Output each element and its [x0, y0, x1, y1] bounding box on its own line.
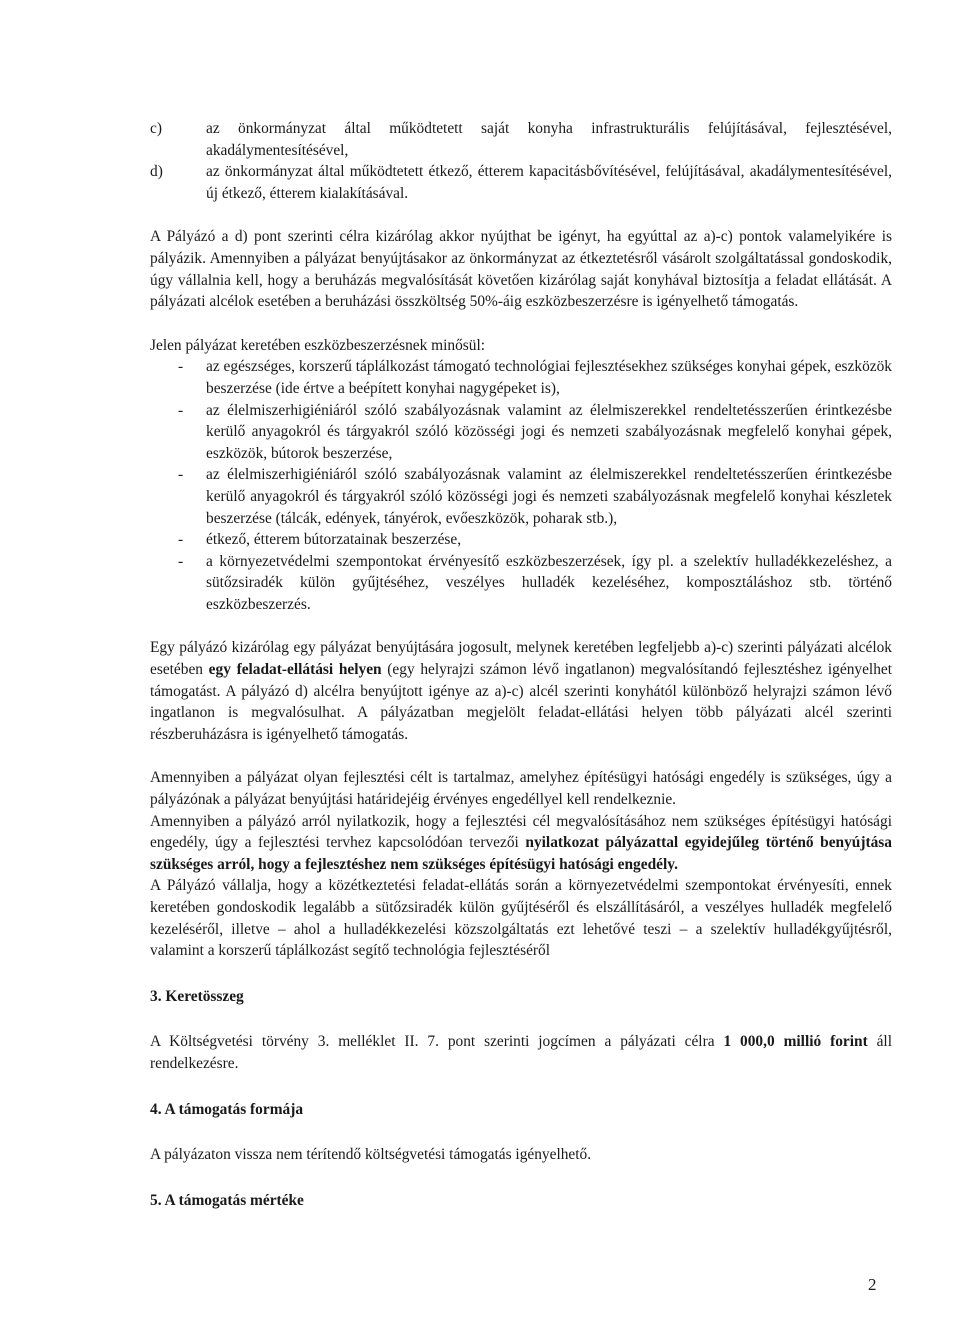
list-text: az élelmiszerhigiéniáról szóló szabályozásnak valamint az élelmiszerekkel rendeltetésszerűen érintkezésbe kerülő anyagokról és tárgyakról szóló közösségi jogi és nemzeti szabályozásnak megfelelő konyhai gépek, eszközök, bútorok beszerzése,: [206, 401, 892, 462]
equipment-intro: Jelen pályázat keretében eszközbeszerzésnek minősül:: [150, 336, 486, 354]
paragraph-d-condition: A Pályázó a d) pont szerinti célra kizárólag akkor nyújthat be igényt, ha egyúttal az a)-c) pontok valamelyikére is pályázik. Amennyiben a pályázat benyújtásakor az önkormányzat az étkeztetésről vásárolt szolgáltatással gondoskodik, úgy vállalnia kell, hogy a beruházás megvalósítását követően kizárólag saját konyhával biztosítja a feladat ellátását. A pályázati alcélok esetében a beruházási összköltség 50%-áig eszközbeszerzésre is igényelhető támogatás.: [150, 228, 892, 311]
paragraph-permit-1: Amennyiben a pályázat olyan fejlesztési célt is tartalmaz, amelyhez építésügyi hatósági engedély is szükséges, úgy a pályázónak a pályázat benyújtási határidejéig érvényes engedéllyel kell rendelkeznie.: [150, 769, 892, 809]
paragraph-environment: A Pályázó vállalja, hogy a közétkeztetési feladat-ellátás során a környezetvédelmi szempontokat érvényesíti, ennek keretében gondoskodik legalább a sütőzsiradék külön gyűjtéséről és elszállításáról, a veszélyes hulladék megfelelő kezeléséről, illetve – ahol a hulladékkezelési közszolgáltatás ezt lehetővé teszi – a szelektív hulladékgyűjtésről, valamint a korszerű táplálkozást segítő technológia fejlesztéséről: [150, 877, 892, 960]
section-heading-3: 3. Keretösszeg: [150, 987, 244, 1005]
dash-bullet: -: [178, 358, 184, 376]
text-run: (egy helyrajzi számon lévő ingatlanon) megvalósítandó fejlesztéshez igényelhet támogatást. A pályázó d) alcélra benyújtott igénye az a)-c) alcél szerinti konyhától különböző helyrajzi számon lévő ingatlanon is megvalósulhat. A pályázatban megjelölt feladat-ellátási helyen több pályázati alcél szerinti részberuházásra is igényelhető támogatás.: [150, 661, 892, 743]
section-heading-5: 5. A támogatás mértéke: [150, 1191, 304, 1209]
paragraph-single-site: [150, 637, 892, 745]
dash-bullet: -: [178, 401, 184, 419]
equipment-item: [150, 464, 892, 529]
list-text: az önkormányzat által működtetett étkező, étterem kapacitásbővítésével, felújításával, akadálymentesítésével, új étkező, étterem kialakításával.: [206, 163, 892, 202]
list-text: az önkormányzat által működtetett saját konyha infrastrukturális felújításával, fejlesztésével, akadálymentesítésével,: [206, 120, 892, 159]
list-item-d: [150, 161, 892, 204]
section-4-text: A pályázaton vissza nem térítendő költségvetési támogatás igényelhető.: [150, 1146, 592, 1164]
section-3-text: [150, 1031, 892, 1074]
equipment-item: [150, 529, 892, 551]
bold-run: nyilatkozat pályázattal egyidejűleg történő benyújtása szükséges arról, hogy a fejlesztéshez nem szükséges építésügyi hatósági engedély.: [150, 834, 892, 873]
list-item-c: [150, 118, 892, 161]
text-run: Egy pályázó kizárólag egy pályázat benyújtására jogosult, melynek keretében legfeljebb a)-c) szerinti pályázati alcélok esetében: [150, 639, 892, 679]
list-text: étkező, étterem bútorzatainak beszerzése,: [206, 531, 462, 549]
dash-bullet: -: [178, 531, 184, 549]
document-page: [150, 118, 892, 1211]
equipment-item: [150, 356, 892, 399]
bold-run: 1 000,0 millió forint: [723, 1033, 868, 1051]
list-text: az élelmiszerhigiéniáról szóló szabályozásnak valamint az élelmiszerekkel rendeltetésszerűen érintkezésbe kerülő anyagokról és tárgyakról szóló közösségi jogi és nemzeti szabályozásnak megfelelő konyhai készletek beszerzése (tálcák, edények, tányérok, evőeszközök, poharak stb.),: [206, 466, 892, 527]
equipment-item: [150, 400, 892, 465]
dash-bullet: -: [178, 466, 184, 484]
list-marker: d): [150, 163, 163, 181]
bold-run: egy feladat-ellátási helyen: [208, 661, 382, 679]
text-run: A Költségvetési törvény 3. melléklet II. 7. pont szerinti jogcímen a pályázati célra: [150, 1033, 724, 1051]
text-run: Amennyiben a pályázó arról nyilatkozik, hogy a fejlesztési cél megvalósításához nem szükséges építésügyi hatósági engedély, úgy a fejlesztési tervhez kapcsolódóan tervezői: [150, 812, 892, 852]
page-number: 2: [868, 1275, 877, 1294]
equipment-item: [150, 551, 892, 616]
paragraph-permit-2: [150, 811, 892, 876]
list-text: a környezetvédelmi szempontokat érvényesítő eszközbeszerzések, így pl. a szelektív hulladékkezeléshez, a sütőzsiradék külön gyűjtéséhez, veszélyes hulladék kezeléséhez, komposztáláshoz stb. történő eszközbeszerzés.: [206, 552, 892, 613]
section-heading-4: 4. A támogatás formája: [150, 1100, 304, 1118]
text-run: áll rendelkezésre.: [150, 1033, 892, 1072]
list-marker: c): [150, 120, 162, 137]
dash-bullet: -: [178, 552, 184, 570]
list-text: az egészséges, korszerű táplálkozást támogató technológiai fejlesztésekhez szükséges konyhai gépek, eszközök beszerzése (ide értve a beépített konyhai nagygépeket is),: [206, 358, 892, 397]
